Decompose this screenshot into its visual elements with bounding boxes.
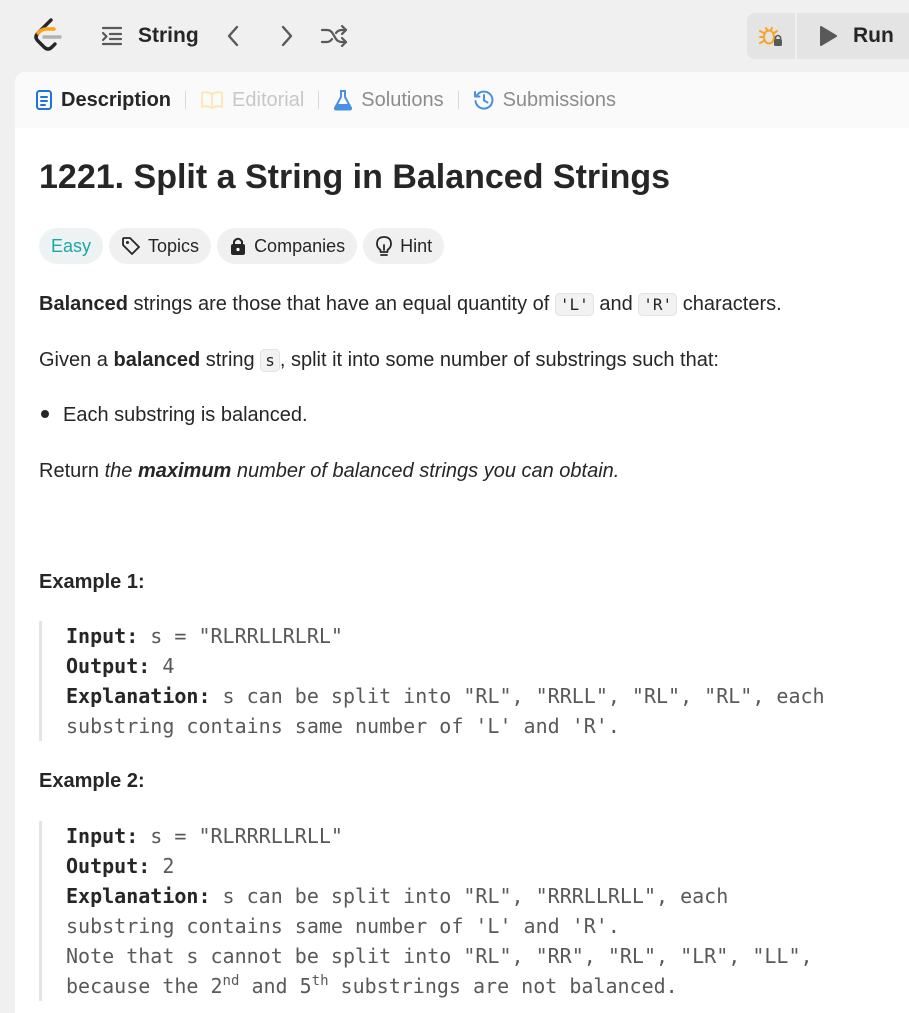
bullet-text: Each substring is balanced.: [63, 404, 308, 426]
note-text: substrings are not balanced.: [328, 974, 678, 998]
input-value: s = "RLRRRLLRLL": [138, 824, 343, 848]
explanation-text: s can be split into "RL", "RRLL", "RL", "RL", each: [210, 684, 825, 708]
input-label: Input:: [66, 824, 139, 848]
topics-label: Topics: [148, 235, 200, 256]
debug-button[interactable]: [747, 13, 795, 59]
explanation-text: substring contains same number of 'L' and 'R'.: [66, 914, 620, 938]
description-icon: [35, 89, 53, 111]
note-text: because the 2: [66, 974, 223, 998]
hint-chip[interactable]: [363, 228, 444, 264]
example-1-title: Example 1:: [39, 571, 145, 593]
italic-text: the: [104, 460, 138, 482]
example-2-title: Example 2:: [39, 770, 145, 792]
difficulty-label: Easy: [51, 235, 92, 256]
output-value: 2: [150, 854, 175, 878]
bug-lock-icon: [758, 23, 784, 49]
problem-list-label: String: [138, 24, 199, 47]
inline-code: 'L': [555, 293, 594, 316]
tab-editorial-label: Editorial: [232, 88, 305, 111]
text-span: and: [593, 293, 639, 315]
flask-icon: [333, 89, 353, 111]
description-paragraph-1: [39, 290, 782, 319]
problem-title[interactable]: 1221. Split a String in Balanced Strings: [39, 158, 671, 196]
explanation-label: Explanation:: [66, 684, 211, 708]
chevron-right-icon: [277, 24, 295, 48]
output-value: 4: [150, 654, 175, 678]
run-label: Run: [853, 24, 894, 47]
text-span: string: [200, 349, 261, 371]
text-span: Given a: [39, 349, 114, 371]
note-text: and 5: [239, 974, 312, 998]
bullet-dot-icon: [41, 410, 49, 418]
list-indent-icon: [100, 25, 124, 47]
difficulty-badge: [39, 228, 103, 264]
output-label: Output:: [66, 854, 151, 878]
shuffle-icon: [320, 24, 348, 48]
next-problem-button[interactable]: [270, 20, 302, 52]
random-problem-button[interactable]: [318, 20, 350, 52]
output-label: Output:: [66, 654, 151, 678]
description-paragraph-2: [39, 346, 719, 375]
example-2-block: [39, 821, 813, 1001]
bold-text: Balanced: [39, 293, 128, 315]
topics-chip[interactable]: [109, 228, 211, 264]
top-navbar: [0, 0, 909, 72]
note-text: Note that s cannot be split into "RL", "RR", "RL", "LR", "LL",: [66, 944, 813, 968]
text-span: characters.: [677, 293, 782, 315]
explanation-text: s can be split into "RL", "RRRLLRLL", each: [210, 884, 729, 908]
tab-divider: [458, 91, 459, 109]
prev-problem-button[interactable]: [218, 20, 250, 52]
bullet-item: [39, 401, 308, 429]
hint-label: Hint: [400, 235, 433, 256]
input-label: Input:: [66, 624, 139, 648]
ordinal-suffix: th: [311, 973, 329, 989]
bold-text: balanced: [113, 349, 201, 371]
inline-code: s: [260, 349, 280, 372]
ordinal-suffix: nd: [222, 973, 240, 989]
leetcode-logo-icon[interactable]: [30, 17, 66, 55]
history-icon: [473, 89, 495, 111]
tab-divider: [318, 91, 319, 109]
tab-solutions[interactable]: [333, 80, 443, 120]
run-button[interactable]: [797, 13, 909, 59]
example-1-block: [39, 621, 825, 741]
chevron-left-icon: [225, 24, 243, 48]
companies-chip[interactable]: [217, 228, 357, 264]
description-paragraph-3: [39, 457, 619, 485]
tab-submissions[interactable]: [473, 80, 616, 120]
lock-icon: [229, 236, 247, 256]
bold-italic-text: maximum: [137, 460, 232, 482]
tab-solutions-label: Solutions: [361, 88, 444, 111]
play-icon: [817, 24, 839, 48]
input-value: s = "RLRRLLRLRL": [138, 624, 343, 648]
description-panel: [15, 72, 909, 1013]
explanation-label: Explanation:: [66, 884, 211, 908]
tab-submissions-label: Submissions: [502, 88, 616, 111]
text-span: strings are those that have an equal quantity of: [127, 293, 555, 315]
book-icon: [200, 90, 224, 110]
tab-description[interactable]: [35, 80, 171, 120]
companies-label: Companies: [254, 235, 346, 256]
text-span: Return: [39, 460, 105, 482]
tab-divider: [185, 91, 186, 109]
tag-icon: [121, 236, 141, 256]
text-span: , split it into some number of substrings such that:: [279, 349, 719, 371]
explanation-text: substring contains same number of 'L' and 'R'.: [66, 714, 620, 738]
tab-description-label: Description: [61, 88, 172, 111]
problem-list-button[interactable]: [100, 20, 199, 52]
lightbulb-icon: [375, 235, 393, 257]
inline-code: 'R': [638, 293, 677, 316]
panel-tabs: [15, 72, 909, 128]
italic-text: number of balanced strings you can obtain.: [231, 460, 620, 482]
tab-editorial[interactable]: [200, 80, 304, 120]
problem-tags: [39, 228, 444, 264]
